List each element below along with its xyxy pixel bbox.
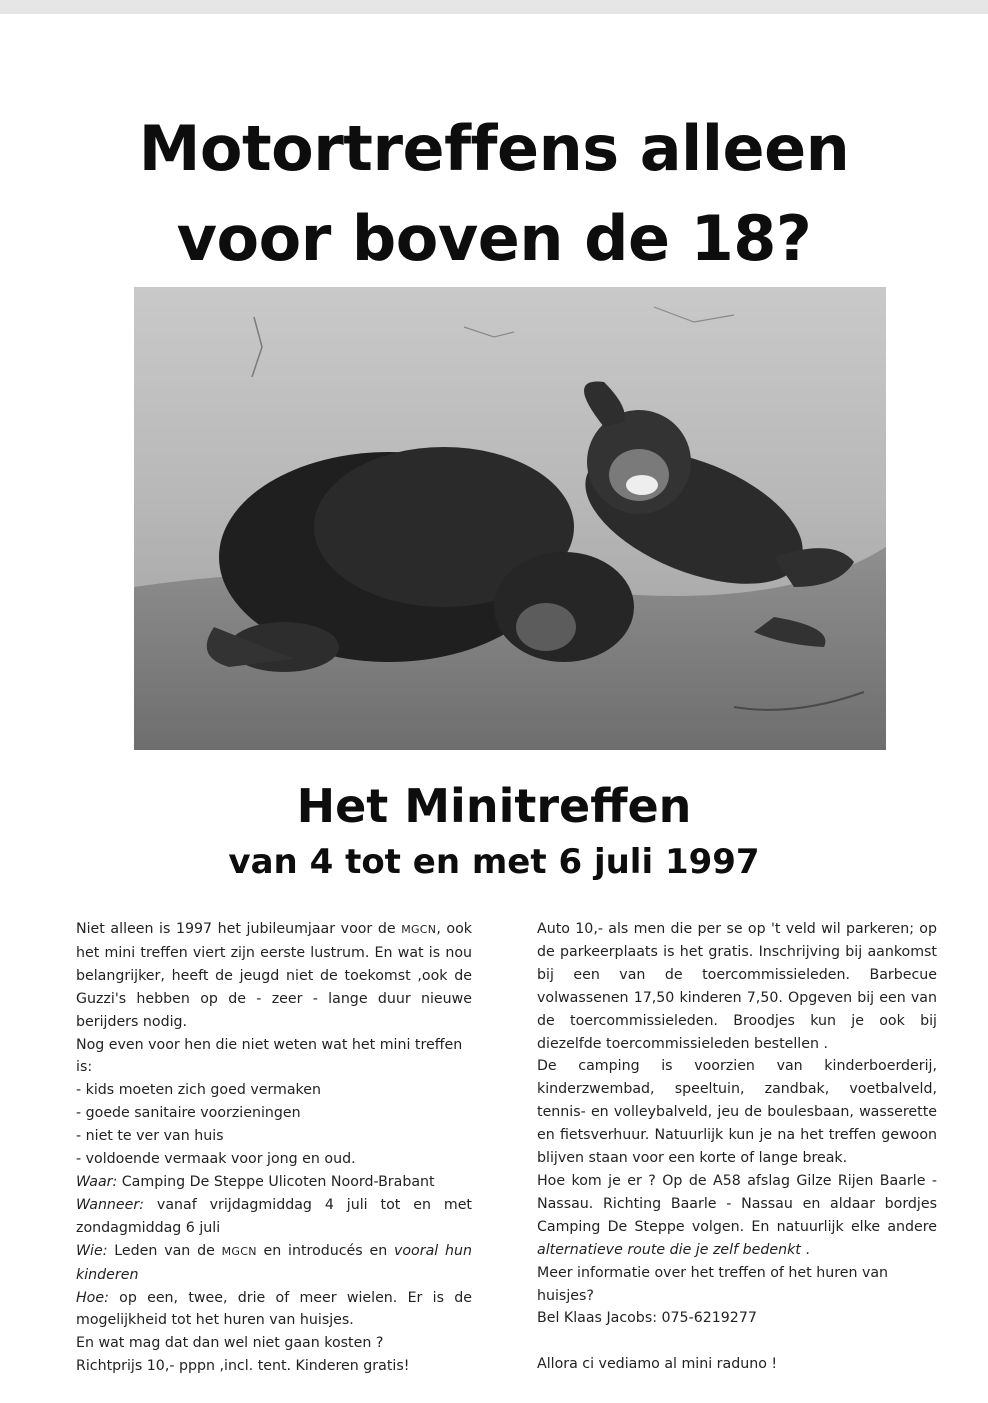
waar-text: Camping De Steppe Ulicoten Noord-Brabant (117, 1173, 435, 1190)
bullet-1: - kids moeten zich goed vermaken (76, 1082, 321, 1099)
route-text: Hoe kom je er ? Op de A58 afslag Gilze Rijen Baarle - Nassau. Richting Baarle - Nassau en aldaar bordjes Camping De Steppe volgen. En natuurlijk elke andere (537, 1172, 937, 1235)
wanneer-line (76, 1194, 472, 1240)
wie-italic: vooral hun kinderen (76, 1242, 472, 1283)
list-intro: Nog even voor hen die niet weten wat het mini treffen is: (76, 1036, 463, 1076)
right-column (537, 918, 937, 1376)
route-paragraph (537, 1170, 937, 1262)
info-line: Meer informatie over het treffen of het huren van huisjes? (537, 1264, 889, 1304)
title-line-1: Motortreffens alleen (138, 112, 850, 185)
org-abbrev: MGCN (401, 923, 437, 936)
bullet-3: - niet te ver van huis (76, 1128, 224, 1145)
wie-org: MGCN (221, 1244, 257, 1258)
wie-line (76, 1240, 472, 1287)
route-italic: alternatieve route die je zelf bedenkt (537, 1241, 801, 1258)
hoe-label: Hoe: (76, 1289, 109, 1306)
intro-text-a: Niet alleen is 1997 het jubileumjaar voor de (76, 921, 402, 937)
contact-line: Bel Klaas Jacobs: 075-6219277 (537, 1310, 757, 1327)
bullet-2: - goede sanitaire voorzieningen (76, 1105, 301, 1122)
intro-text-b: , ook het mini treffen viert zijn eerste lustrum. En wat is nou belangrijker, heeft de jeugd niet de toekomst ,ook de Guzzi's hebben op de - zeer - lange duur nieuwe berijders nodig. (76, 921, 472, 1030)
waar-label: Waar: (76, 1173, 118, 1190)
wanneer-text: vanaf vrijdagmiddag 4 juli tot en met zondagmiddag 6 juli (76, 1196, 472, 1236)
bullet-4: - voldoende vermaak voor jong en oud. (76, 1151, 356, 1168)
waar-line (76, 1171, 472, 1194)
title-line-2: voor boven de 18? (176, 202, 812, 275)
event-dates: van 4 tot en met 6 juli 1997 (228, 842, 760, 882)
richtprijs-line: Richtprijs 10,- pppn ,incl. tent. Kinderen gratis! (76, 1358, 410, 1375)
camping-paragraph: De camping is voorzien van kinderboerderij, kinderzwembad, speeltuin, zandbak, voetbalveld, tennis- en volleybalveld, jeu de boulesbaan, wasserette en fietsverhuur. Natuurlijk kun je na het treffen gewoon blijven staan voor een korte of lange break. (537, 1058, 937, 1167)
left-column (76, 918, 472, 1378)
hoe-line (76, 1287, 472, 1333)
wie-label: Wie: (76, 1242, 108, 1259)
page-title (0, 104, 988, 284)
kosten-question: En wat mag dat dan wel niet gaan kosten ? (76, 1335, 384, 1352)
wie-text-b: en introducés en (256, 1242, 394, 1259)
orangutan-photo (134, 287, 886, 750)
event-title: Het Minitreffen (296, 779, 692, 833)
spacer (537, 1330, 937, 1353)
intro-paragraph (76, 918, 472, 1034)
wie-text-a: Leden van de (107, 1242, 222, 1259)
closing-line: Allora ci vediamo al mini raduno ! (537, 1356, 778, 1373)
route-end: . (800, 1241, 810, 1258)
wanneer-label: Wanneer: (76, 1196, 144, 1213)
hoe-text: op een, twee, drie of meer wielen. Er is de mogelijkheid tot het huren van huisjes. (76, 1289, 472, 1329)
top-border (0, 0, 988, 14)
auto-paragraph: Auto 10,- als men die per se op 't veld wil parkeren; op de parkeerplaats is het gratis. Inschrijving bij aankomst bij een van de toercommissieleden. Barbecue volwassenen 17,50 kinderen 7,50. Opgeven bij een van de toercommissieleden. Broodjes kun je ook bij diezelfde toercommissieleden bestellen . (537, 921, 937, 1052)
